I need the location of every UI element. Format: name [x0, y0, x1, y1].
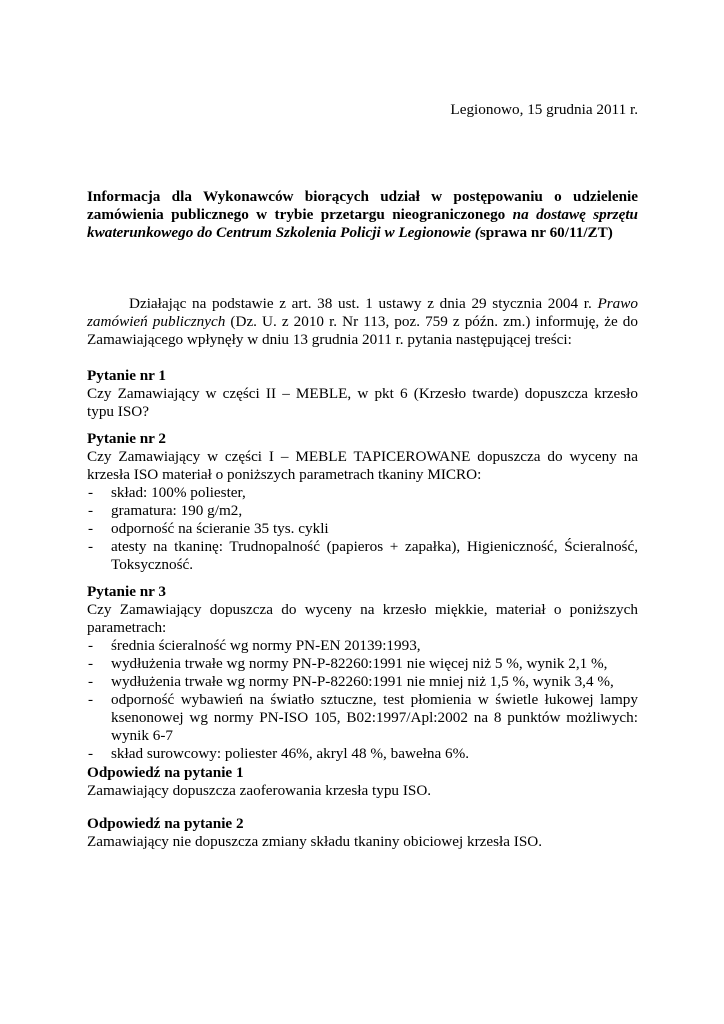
document-intro: [87, 188, 638, 242]
parameter-list: [87, 637, 638, 763]
question-text: Czy Zamawiający dopuszcza do wyceny na krzesło miękkie, materiał o poniższych parametrach:: [87, 601, 638, 636]
legal-basis-paragraph: [87, 295, 638, 349]
parameter-list: [87, 484, 638, 574]
intro-text: Informacja dla Wykonawców biorących udział w postępowaniu o udzielenie zamówienia publicznego w trybie przetargu nieograniczonego: [87, 188, 638, 223]
question-text: Czy Zamawiający w części I – MEBLE TAPICEROWANE dopuszcza do wyceny na krzesła ISO materiał o poniższych parametrach tkaniny MICRO:: [87, 448, 638, 483]
question-heading: Pytanie nr 2: [87, 430, 167, 447]
paragraph-text-end: (Dz. U. z 2010 r. Nr 113, poz. 759 z późn. zm.) informuję, że do Zamawiającego wpłynęły w dniu 13 grudnia 2011 r. pytania następującej treści:: [87, 313, 638, 348]
list-item: - odporność wybawień na światło sztuczne, test płomienia w świetle łukowej lampy ksenonowej wg normy PN-ISO 105, B02:1997/Apl:2002 na 8 punktów możliwych: wynik 6-7: [87, 691, 638, 745]
answer-heading: Odpowiedź na pytanie 2: [87, 815, 244, 832]
answer-text: Zamawiający nie dopuszcza zmiany składu tkaniny obiciowej krzesła ISO.: [87, 833, 543, 850]
intro-case-number: sprawa nr 60/11/ZT): [479, 224, 613, 241]
list-item: - średnia ścieralność wg normy PN-EN 20139:1993,: [87, 637, 638, 655]
list-item: - wydłużenia trwałe wg normy PN-P-82260:1991 nie więcej niż 5 %, wynik 2,1 %,: [87, 655, 638, 673]
question-3: [87, 583, 638, 763]
list-item: - atesty na tkaninę: Trudnopalność (papieros + zapałka), Higieniczność, Ścieralność, Toksyczność.: [87, 538, 638, 574]
law-title: Prawo zamówień publicznych: [87, 295, 638, 330]
paragraph-text: Działając na podstawie z art. 38 ust. 1 ustawy z dnia 29 stycznia 2004 r.: [129, 295, 598, 312]
list-item: - wydłużenia trwałe wg normy PN-P-82260:1991 nie mniej niż 1,5 %, wynik 3,4 %,: [87, 673, 638, 691]
answer-1: [87, 764, 638, 800]
question-heading: Pytanie nr 1: [87, 367, 167, 384]
question-heading: Pytanie nr 3: [87, 583, 167, 600]
answer-heading: Odpowiedź na pytanie 1: [87, 764, 244, 781]
list-item: - gramatura: 190 g/m2,: [87, 502, 638, 520]
list-item: - skład: 100% poliester,: [87, 484, 638, 502]
list-item: - skład surowcowy: poliester 46%, akryl 48 %, bawełna 6%.: [87, 745, 638, 763]
list-item: - odporność na ścieranie 35 tys. cykli: [87, 520, 638, 538]
document-date: Legionowo, 15 grudnia 2011 r.: [450, 101, 638, 118]
answer-text: Zamawiający dopuszcza zaoferowania krzesła typu ISO.: [87, 782, 432, 799]
question-1: [87, 367, 638, 421]
question-text: Czy Zamawiający w części II – MEBLE, w pkt 6 (Krzesło twarde) dopuszcza krzesło typu ISO?: [87, 385, 638, 420]
answer-2: [87, 815, 638, 851]
intro-italic-text: na dostawę sprzętu kwaterunkowego do Centrum Szkolenia Policji w Legionowie (: [87, 206, 638, 241]
question-2: [87, 430, 638, 574]
